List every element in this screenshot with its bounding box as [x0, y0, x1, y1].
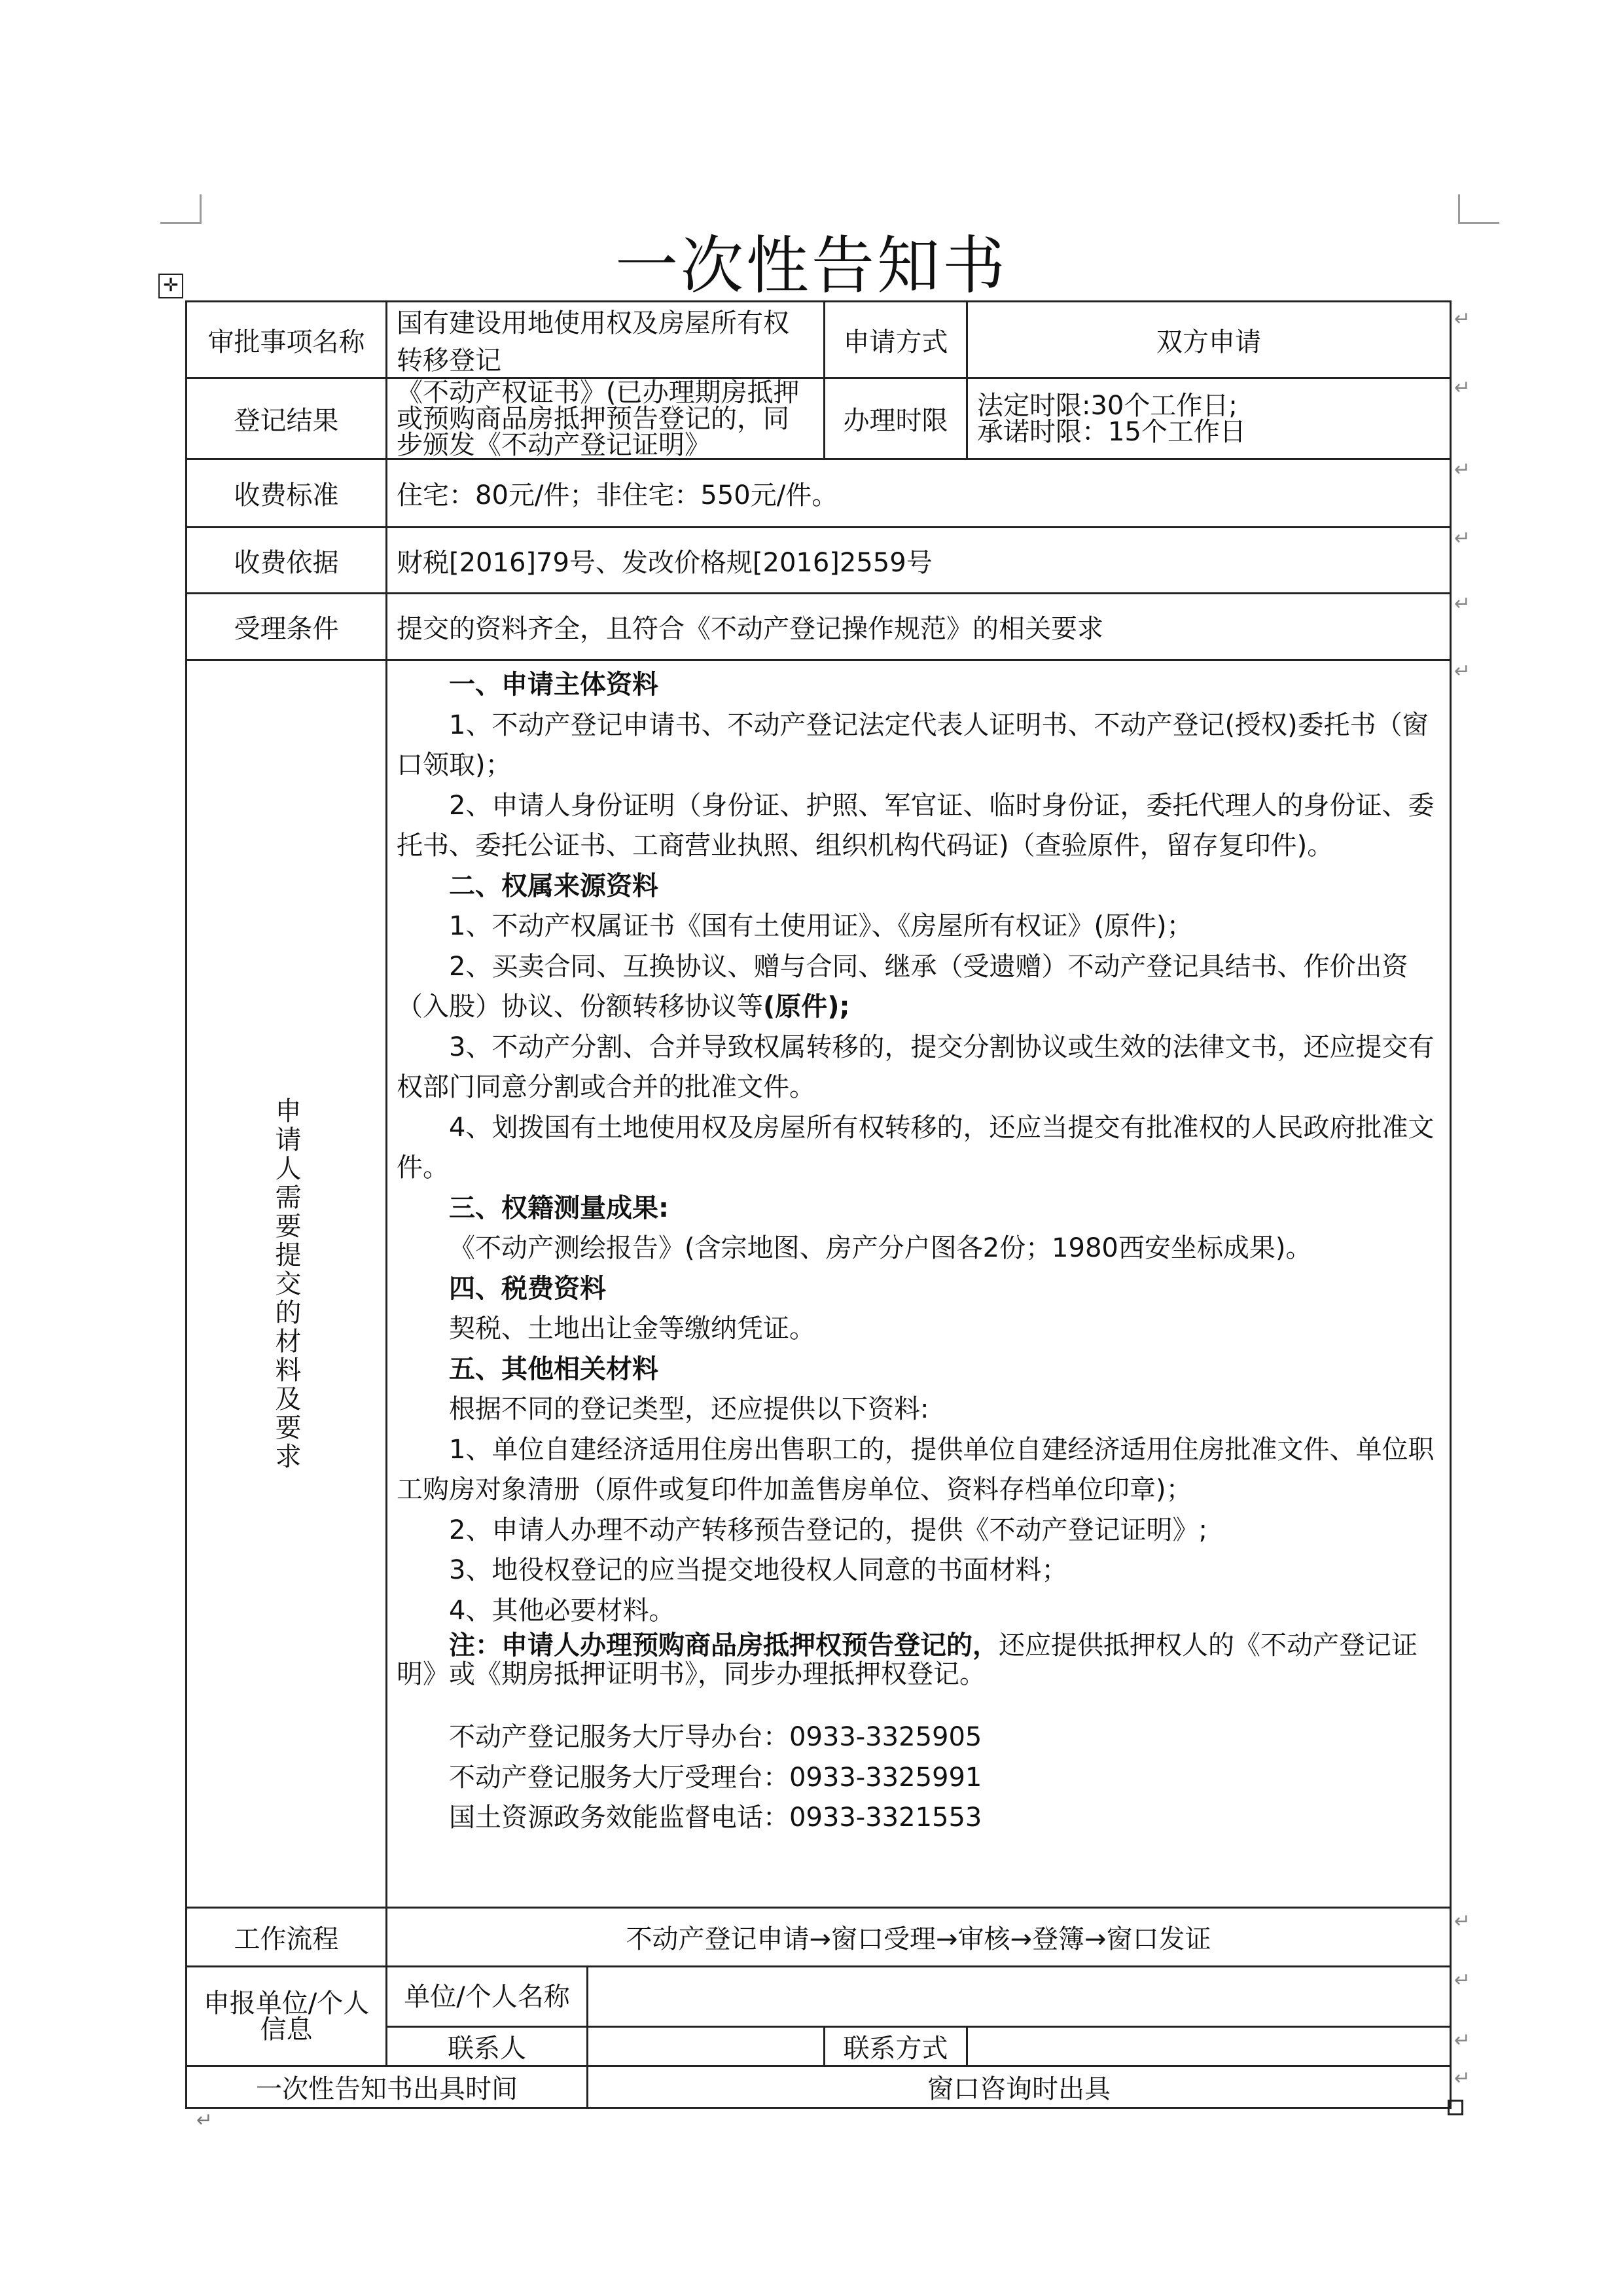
row-issue-time [187, 2066, 1451, 2108]
time-limit-label: 办理时限 [825, 378, 967, 459]
row-result [187, 378, 1451, 459]
name-label: 单位/个人名称 [387, 1967, 588, 2027]
basis-label: 收费依据 [187, 528, 387, 594]
basis-value: 财税[2016]79号、发改价格规[2016]2559号 [387, 528, 1451, 594]
note-bold: 注：申请人办理预购商品房抵押权预告登记的， [449, 1630, 999, 1660]
materials-label-cell [187, 660, 387, 1908]
s5-item-1: 1、单位自建经济适用住房出售职工的，提供单位自建经济适用住房批准文件、单位职工购房对象清册（原件或复印件加盖售房单位、资料存档单位印章)； [397, 1434, 1435, 1505]
time-limit-value [967, 378, 1451, 459]
item-value: 国有建设用地使用权及房屋所有权转移登记 [387, 302, 825, 378]
s5-item-3: 3、地役权登记的应当提交地役权人同意的书面材料； [449, 1555, 1068, 1585]
row-end-mark: ↵ [1454, 376, 1471, 399]
result-label: 登记结果 [187, 378, 387, 459]
s2-item-2-bold: (原件); [763, 992, 850, 1022]
s2-item-4: 4、划拨国有土地使用权及房屋所有权转移的，还应当提交有批准权的人民政府批准文件。 [397, 1112, 1435, 1183]
row-end-mark: ↵ [1454, 2029, 1471, 2052]
time-promise: 承诺时限：15个工作日 [977, 416, 1246, 447]
contact-person-value[interactable] [588, 2027, 825, 2066]
row-basis [187, 528, 1451, 594]
table-move-handle-icon[interactable]: ✛ [158, 274, 183, 298]
s4-item-1: 契税、土地出让金等缴纳凭证。 [449, 1314, 815, 1344]
applicant-label: 申报单位/个人信息 [187, 1967, 387, 2066]
row-flow [187, 1908, 1451, 1967]
row-end-mark: ↵ [1454, 660, 1471, 683]
fee-value: 住宅：80元/件；非住宅：550元/件。 [387, 459, 1451, 528]
row-end-mark: ↵ [1454, 527, 1471, 550]
s1-title: 一、申请主体资料 [449, 670, 658, 700]
row-accept [187, 594, 1451, 660]
s2-item-3: 3、不动产分割、合并导致权属转移的，提交分割协议或生效的法律文书，还应提交有权部门同意分割或合并的批准文件。 [397, 1031, 1435, 1102]
s2-item-1: 1、不动产权属证书《国有土使用证》、《房屋所有权证》(原件)； [449, 911, 1193, 941]
apply-method-value: 双方申请 [967, 302, 1451, 378]
s3-item-1: 《不动产测绘报告》(含宗地图、房产分户图各2份；1980西安坐标成果)。 [449, 1233, 1312, 1263]
s5-item-2: 2、申请人办理不动产转移预告登记的，提供《不动产登记证明》; [449, 1515, 1207, 1545]
s2-item-2 [397, 947, 1440, 1028]
row-end-mark: ↵ [1454, 592, 1471, 615]
materials-label: 申请人需要提交的材料及要求 [271, 1096, 301, 1471]
s4-title: 四、税费资料 [449, 1273, 606, 1304]
issue-time-label: 一次性告知书出具时间 [187, 2066, 588, 2108]
table-resize-handle-icon[interactable] [1448, 2100, 1463, 2115]
contact-guide: 不动产登记服务大厅导办台：0933-3325905 [449, 1722, 982, 1752]
note-rest: 还应提供抵押权人的《不动产登记证明》或《期房抵押证明书》，同步办理抵押权登记。 [397, 1630, 1418, 1689]
s5-intro: 根据不同的登记类型，还应提供以下资料: [449, 1394, 929, 1424]
contact-person-label: 联系人 [387, 2027, 588, 2066]
apply-method-label: 申请方式 [825, 302, 967, 378]
accept-value: 提交的资料齐全，且符合《不动产登记操作规范》的相关要求 [387, 594, 1451, 660]
contact-accept: 不动产登记服务大厅受理台：0933-3325991 [449, 1762, 982, 1793]
paragraph-mark: ↵ [196, 2109, 213, 2132]
s3-title: 三、权籍测量成果: [449, 1193, 669, 1223]
row-end-mark: ↵ [1454, 308, 1471, 331]
row-applicant-name [187, 1967, 1451, 2027]
s5-title: 五、其他相关材料 [449, 1354, 658, 1384]
s5-item-4: 4、其他必要材料。 [449, 1595, 675, 1626]
s1-item-2: 2、申请人身份证明（身份证、护照、军官证、临时身份证，委托代理人的身份证、委托书、委托公证书、工商营业执照、组织机构代码证)（查验原件，留存复印件)。 [397, 790, 1435, 861]
row-item [187, 302, 1451, 378]
s2-title: 二、权属来源资料 [449, 870, 658, 901]
row-end-mark: ↵ [1454, 458, 1471, 481]
result-value: 《不动产权证书》(已办理期房抵押或预购商品房抵押预告登记的，同步颁发《不动产登记证明》 [387, 378, 825, 459]
row-fee [187, 459, 1451, 528]
note [397, 1631, 1440, 1689]
s2-item-2-text: 2、买卖合同、互换协议、赠与合同、继承（受遗赠）不动产登记具结书、作价出资（入股）协议、份额转移协议等 [397, 951, 1408, 1022]
issue-time-value: 窗口咨询时出具 [588, 2066, 1451, 2108]
row-end-mark: ↵ [1454, 1910, 1471, 1933]
row-materials [187, 660, 1451, 1908]
contact-method-value[interactable] [967, 2027, 1451, 2066]
item-label: 审批事项名称 [187, 302, 387, 378]
accept-label: 受理条件 [187, 594, 387, 660]
time-legal: 法定时限:30个工作日; [977, 390, 1238, 421]
document-title: 一次性告知书 [615, 229, 1008, 302]
fee-label: 收费标准 [187, 459, 387, 528]
blank-line [397, 1689, 1440, 1717]
flow-value: 不动产登记申请→窗口受理→审核→登簿→窗口发证 [387, 1908, 1451, 1967]
flow-label: 工作流程 [187, 1908, 387, 1967]
s1-item-1: 1、不动产登记申请书、不动产登记法定代表人证明书、不动产登记(授权)委托书（窗口领取)； [397, 709, 1429, 780]
contact-supervise: 国土资源政务效能监督电话：0933-3321553 [449, 1803, 982, 1833]
notice-table [185, 300, 1452, 2109]
materials-content [387, 660, 1451, 1908]
row-end-mark: ↵ [1454, 1969, 1471, 1992]
contact-method-label: 联系方式 [825, 2027, 967, 2066]
name-value[interactable] [588, 1967, 1451, 2027]
row-end-mark: ↵ [1454, 2067, 1471, 2090]
